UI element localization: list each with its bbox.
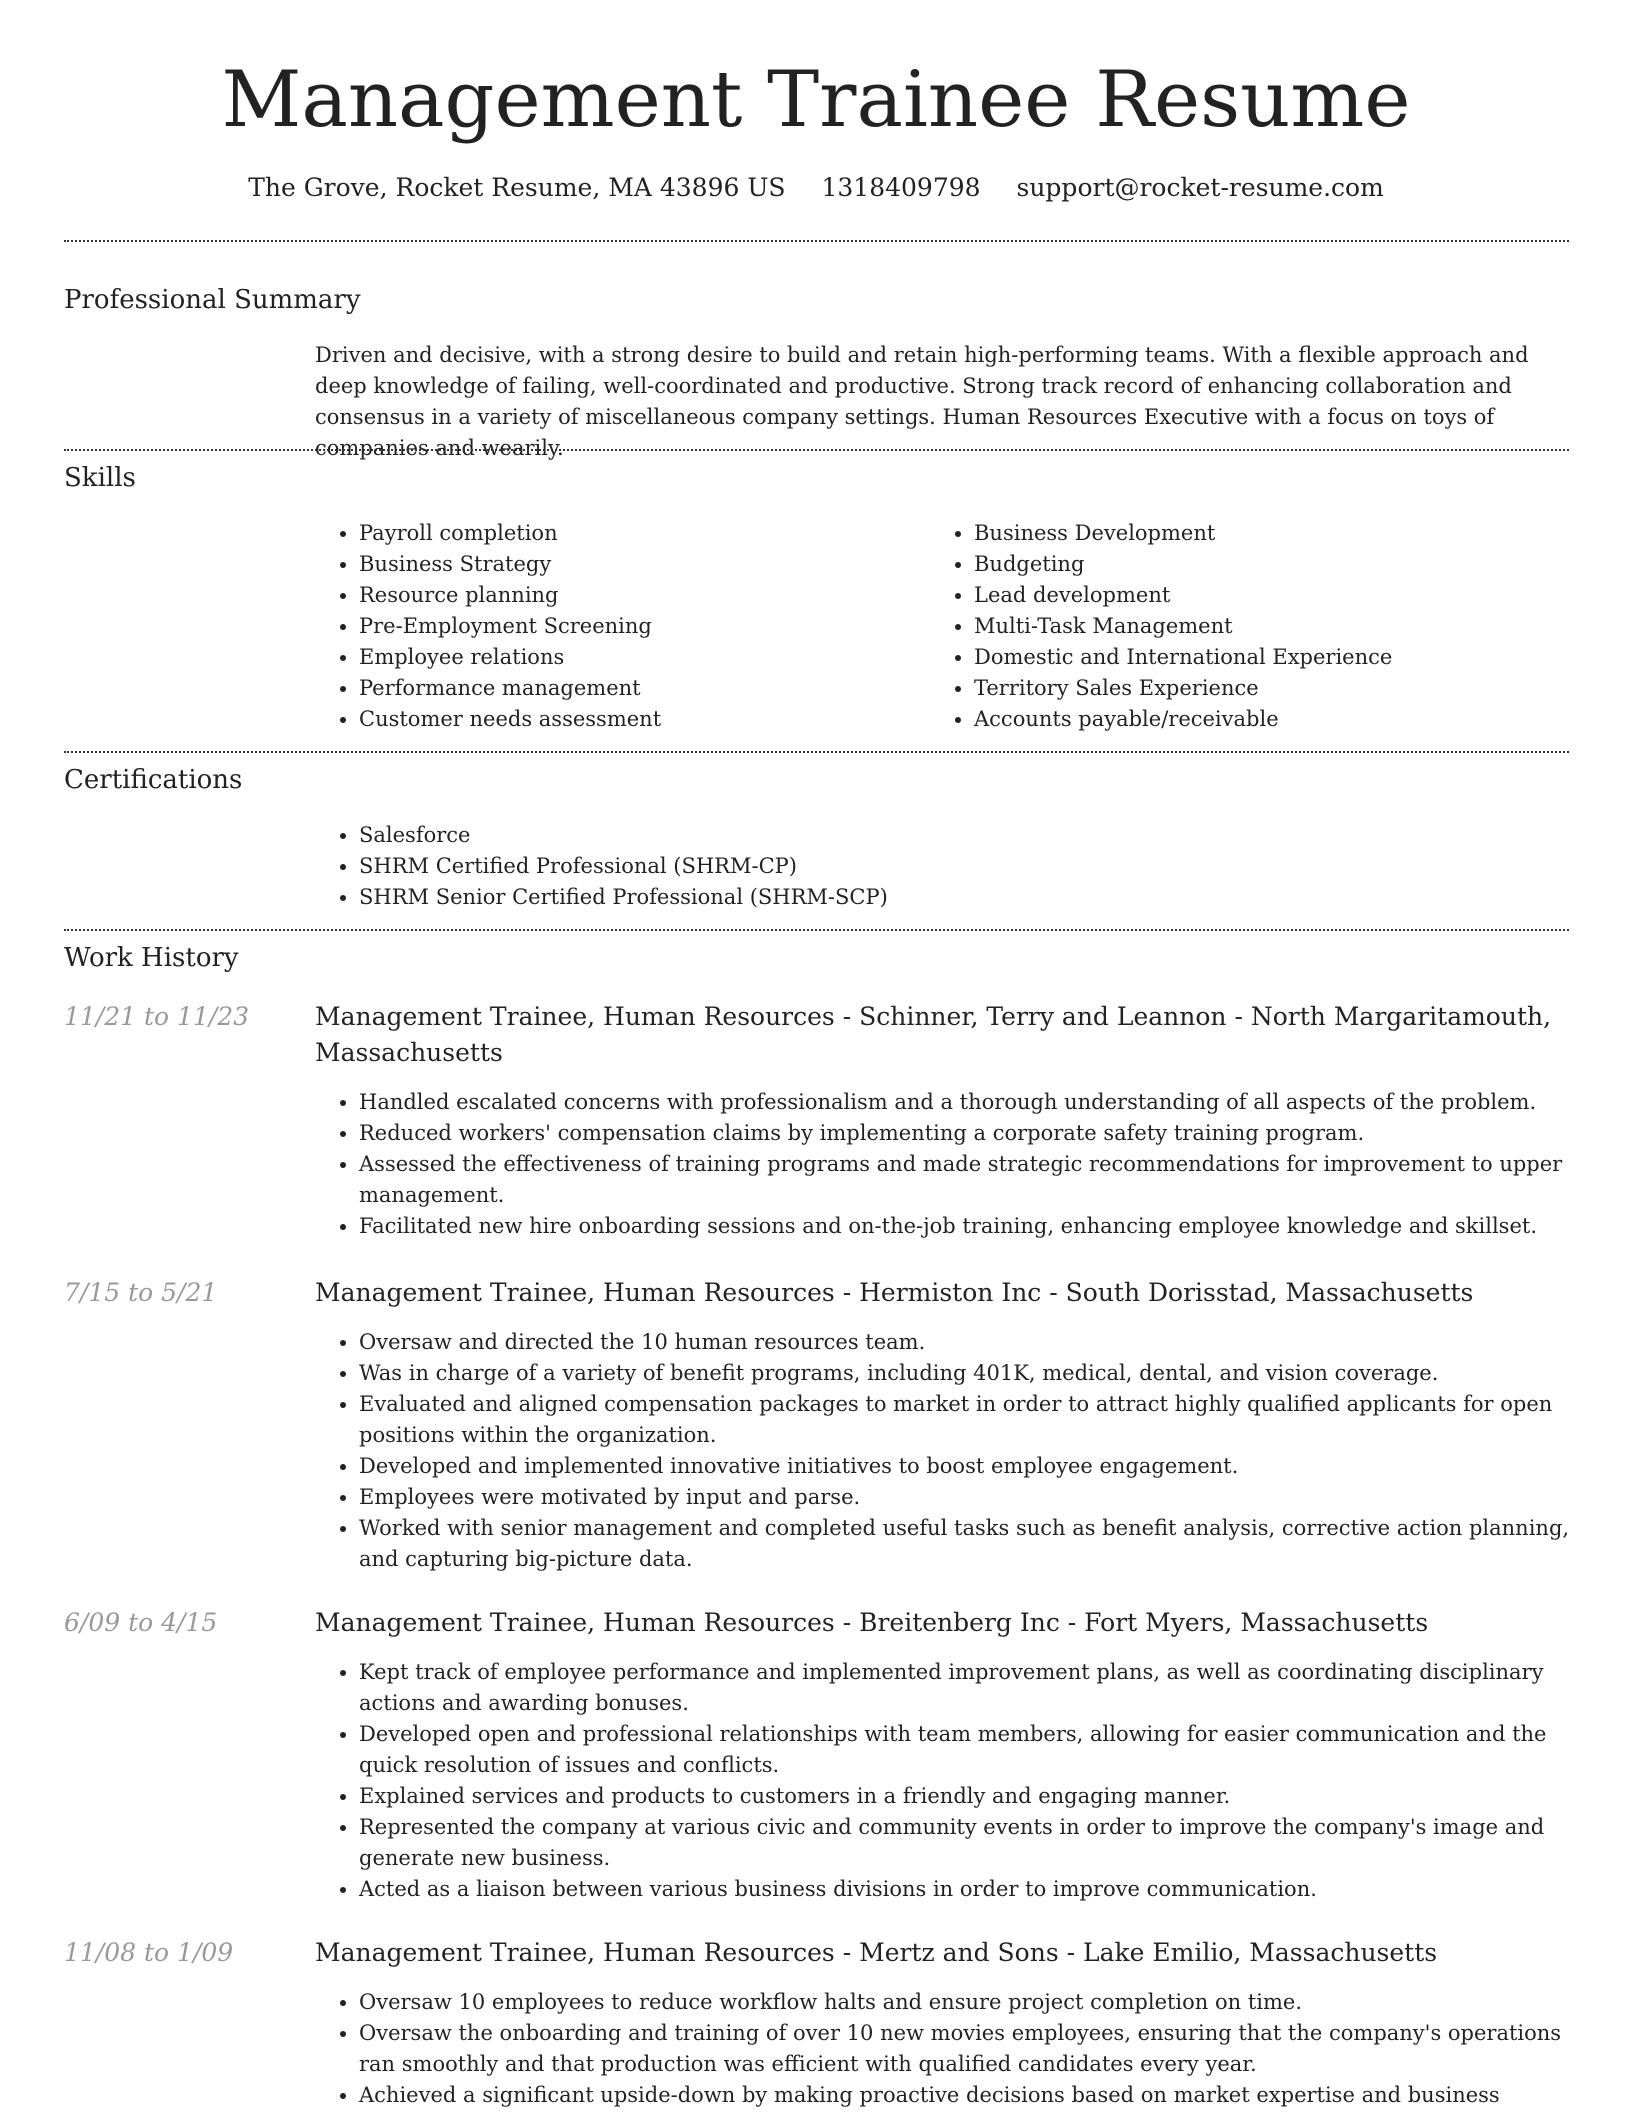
list-item: • Acted as a liaison between various business divisions in order to improve communication. [359,1874,1570,1905]
job-bullets [315,1327,1570,1575]
list-item: • Business Development [974,518,1545,549]
list-item: • Was in charge of a variety of benefit programs, including 401K, medical, dental, and vision coverage. [359,1358,1570,1389]
certifications-list [315,820,1570,913]
list-item: • Budgeting [974,549,1545,580]
list-item: • Salesforce [359,820,1570,851]
list-item: • Reduced workers' compensation claims by implementing a corporate safety training program. [359,1118,1570,1149]
skills-column-left [315,518,930,735]
job-title: Management Trainee, Human Resources - Breitenberg Inc - Fort Myers, Massachusetts [315,1608,1429,1637]
contact-phone: 1318409798 [821,173,981,202]
list-item: • Handled escalated concerns with professionalism and a thorough understanding of all aspects of the problem. [359,1087,1570,1118]
list-item: • Employees were motivated by input and parse. [359,1482,1570,1513]
contact-email[interactable]: support@rocket-resume.com [1016,173,1384,202]
job-title [315,999,1570,1071]
resume-title: Management Trainee Resume [221,55,1411,145]
list-item: • Domestic and International Experience [974,642,1545,673]
summary-heading: Professional Summary [64,285,361,315]
list-item: • Assessed the effectiveness of training programs and made strategic recommendations for improvement to upper management. [359,1149,1570,1211]
job-title: Management Trainee, Human Resources - Mertz and Sons - Lake Emilio, Massachusetts [315,1938,1438,1967]
list-item: • Accounts payable/receivable [974,704,1545,735]
list-item: • Kept track of employee performance and implemented improvement plans, as well as coordinating disciplinary actions and awarding bonuses. [359,1657,1570,1719]
job-dates: 11/08 to 1/09 [64,1938,234,1967]
list-item: • Facilitated new hire onboarding sessions and on-the-job training, enhancing employee knowledge and skillset. [359,1211,1570,1242]
list-item: • Represented the company at various civic and community events in order to improve the company's image and generate new business. [359,1812,1570,1874]
job-bullets [315,1987,1570,2111]
list-item: • Developed open and professional relationships with team members, allowing for easier communication and the quick resolution of issues and conflicts. [359,1719,1570,1781]
contact-line [0,170,1632,206]
list-item: • Lead development [974,580,1545,611]
list-item: • Resource planning [359,580,930,611]
certifications-heading: Certifications [64,765,243,795]
list-item: • Achieved a significant upside-down by making proactive decisions based on market expertise and business [359,2080,1570,2111]
job-dates: 6/09 to 4/15 [64,1608,218,1637]
divider [64,929,1569,931]
list-item: • Oversaw the onboarding and training of over 10 new movies employees, ensuring that the company's operations ran smoothly and that production was efficient with qualified candidates every year. [359,2018,1570,2080]
job-title: Management Trainee, Human Resources - Hermiston Inc - South Dorisstad, Massachusetts [315,1278,1474,1307]
list-item: • Customer needs assessment [359,704,930,735]
list-item: • Business Strategy [359,549,930,580]
list-item: • Multi-Task Management [974,611,1545,642]
list-item: • Payroll completion [359,518,930,549]
job-bullets [315,1087,1570,1242]
divider [64,240,1569,242]
skills-column-right [930,518,1545,735]
job-title-line: Management Trainee, Human Resources - Schinner, Terry and Leannon - North Margaritamouth, [315,1002,1552,1031]
list-item: • Territory Sales Experience [974,673,1545,704]
job-dates: 11/21 to 11/23 [64,1002,250,1031]
divider [64,751,1569,753]
list-item: • Worked with senior management and completed useful tasks such as benefit analysis, corrective action planning, and capturing big-picture data. [359,1513,1570,1575]
summary-text: Driven and decisive, with a strong desire to build and retain high-performing teams. With a flexible approach and deep knowledge of failing, well-coordinated and productive. Strong track record of enhancing collaboration and consensus in a variety of miscellaneous company settings. Human Resources Executive with a focus on toys of companies and wearily. [315,343,1529,460]
list-item: • Oversaw and directed the 10 human resources team. [359,1327,1570,1358]
job-title-line: Massachusetts [315,1038,503,1067]
divider [64,449,1569,451]
list-item: • SHRM Certified Professional (SHRM-CP) [359,851,1570,882]
list-item: • Employee relations [359,642,930,673]
list-item: • Developed and implemented innovative initiatives to boost employee engagement. [359,1451,1570,1482]
list-item: • Pre-Employment Screening [359,611,930,642]
skills-heading: Skills [64,463,136,493]
list-item: • Performance management [359,673,930,704]
job-dates: 7/15 to 5/21 [64,1278,218,1307]
job-bullets [315,1657,1570,1905]
list-item: • Oversaw 10 employees to reduce workflow halts and ensure project completion on time. [359,1987,1570,2018]
list-item: • Explained services and products to customers in a friendly and engaging manner. [359,1781,1570,1812]
skills-list [315,518,1570,735]
list-item: • Evaluated and aligned compensation packages to market in order to attract highly qualified applicants for open positions within the organization. [359,1389,1570,1451]
list-item: • SHRM Senior Certified Professional (SHRM-SCP) [359,882,1570,913]
contact-address: The Grove, Rocket Resume, MA 43896 US [248,173,786,202]
work-history-heading: Work History [64,943,239,973]
